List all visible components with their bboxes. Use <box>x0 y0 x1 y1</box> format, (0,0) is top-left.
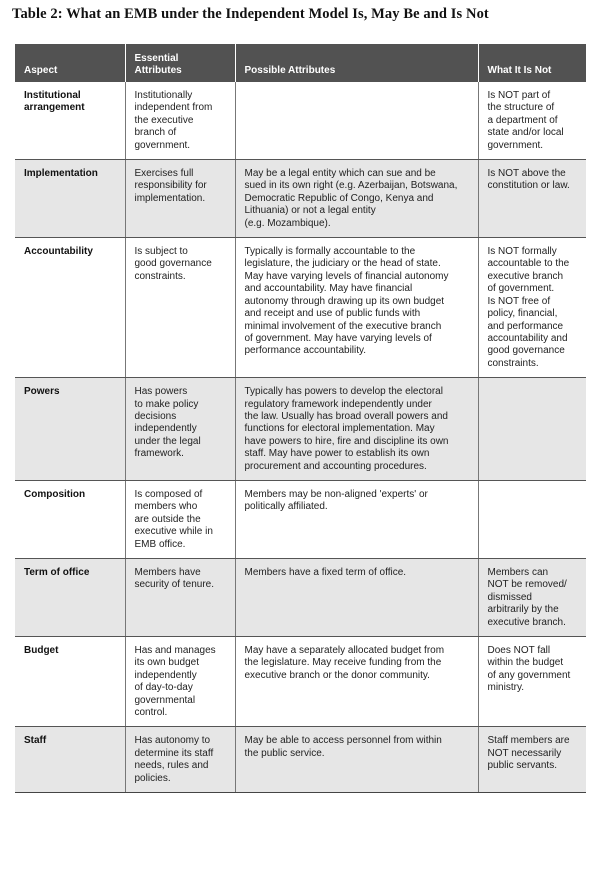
aspect-cell: Term of office <box>15 559 125 637</box>
header-what-it-is-not: What It Is Not <box>478 44 586 82</box>
essential-cell: Has powers to make policy decisions independently under the legal framework. <box>125 378 235 481</box>
is-not-cell: Does NOT fall within the budget of any government ministry. <box>478 637 586 727</box>
possible-cell: Typically is formally accountable to the legislature, the judiciary or the head of state. May have varying levels of financial autonomy and accountability. May have financial autonomy through drawing up its own budget and receipt and use of public funds with minimal involvement of the executive branch of government. May have varying levels of performance accountability. <box>235 238 478 378</box>
aspect-cell: Composition <box>15 480 125 558</box>
essential-cell: Exercises full responsibility for implementation. <box>125 160 235 238</box>
essential-cell: Is subject to good governance constraints. <box>125 238 235 378</box>
is-not-cell <box>478 378 586 481</box>
is-not-cell: Staff members are NOT necessarily public servants. <box>478 727 586 793</box>
table-row <box>15 160 586 238</box>
table-row <box>15 378 586 481</box>
possible-cell: Members have a fixed term of office. <box>235 559 478 637</box>
aspect-cell: Budget <box>15 637 125 727</box>
table-row <box>15 82 586 160</box>
essential-cell: Institutionally independent from the executive branch of government. <box>125 82 235 160</box>
table-row <box>15 238 586 378</box>
possible-cell: May have a separately allocated budget from the legislature. May receive funding from the executive branch or the donor community. <box>235 637 478 727</box>
header-essential-attributes: Essential Attributes <box>125 44 235 82</box>
emb-independent-model-table <box>15 44 586 793</box>
possible-cell: May be a legal entity which can sue and be sued in its own right (e.g. Azerbaijan, Botswana, Democratic Republic of Congo, Kenya and Lithuania) or not a legal entity (e.g. Mozambique). <box>235 160 478 238</box>
table-row <box>15 637 586 727</box>
is-not-cell: Is NOT part of the structure of a department of state and/or local government. <box>478 82 586 160</box>
possible-cell: Members may be non-aligned 'experts' or politically affiliated. <box>235 480 478 558</box>
is-not-cell: Is NOT formally accountable to the executive branch of government. Is NOT free of policy, financial, and performance accountability and good governance constraints. <box>478 238 586 378</box>
essential-cell: Has autonomy to determine its staff needs, rules and policies. <box>125 727 235 793</box>
essential-cell: Members have security of tenure. <box>125 559 235 637</box>
table-header-row <box>15 44 586 82</box>
table-row <box>15 727 586 793</box>
essential-cell: Has and manages its own budget independently of day-to-day governmental control. <box>125 637 235 727</box>
possible-cell <box>235 82 478 160</box>
header-possible-attributes: Possible Attributes <box>235 44 478 82</box>
table-row <box>15 480 586 558</box>
is-not-cell <box>478 480 586 558</box>
header-aspect: Aspect <box>15 44 125 82</box>
aspect-cell: Institutional arrangement <box>15 82 125 160</box>
aspect-cell: Powers <box>15 378 125 481</box>
possible-cell: May be able to access personnel from within the public service. <box>235 727 478 793</box>
possible-cell: Typically has powers to develop the electoral regulatory framework independently under the law. Usually has broad overall powers and functions for electoral implementation. May have powers to hire, fire and discipline its own staff. May have power to establish its own procurement and accounting procedures. <box>235 378 478 481</box>
table-row <box>15 559 586 637</box>
aspect-cell: Staff <box>15 727 125 793</box>
is-not-cell: Members can NOT be removed/ dismissed arbitrarily by the executive branch. <box>478 559 586 637</box>
aspect-cell: Accountability <box>15 238 125 378</box>
table-title: Table 2: What an EMB under the Independent Model Is, May Be and Is Not <box>12 6 489 22</box>
essential-cell: Is composed of members who are outside the executive while in EMB office. <box>125 480 235 558</box>
aspect-cell: Implementation <box>15 160 125 238</box>
is-not-cell: Is NOT above the constitution or law. <box>478 160 586 238</box>
